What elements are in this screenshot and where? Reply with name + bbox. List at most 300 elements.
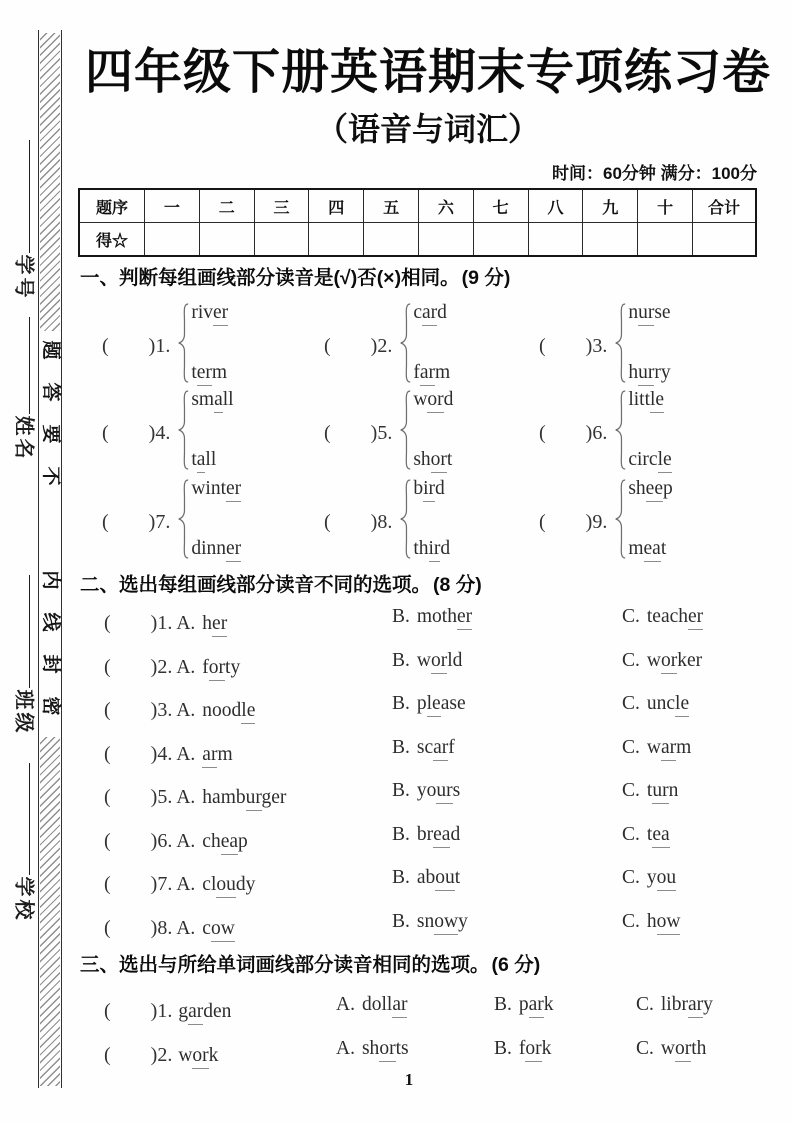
word-underlined-part: er — [226, 538, 241, 562]
word-pre: circ — [628, 449, 658, 470]
question-cell-b — [392, 606, 472, 628]
word-underlined-part: ou — [435, 867, 455, 891]
option — [176, 831, 248, 852]
word-underlined-part: ar — [433, 737, 448, 761]
word-post: ld — [447, 650, 463, 671]
word-post: k — [208, 1045, 219, 1066]
field-label-char: 学 — [12, 254, 37, 275]
question-cell-b — [392, 780, 460, 802]
word-pre: ch — [202, 831, 221, 852]
option-word — [202, 700, 255, 724]
word-pre: c — [202, 918, 211, 939]
word-pre: sn — [416, 911, 435, 932]
word-pre: t — [191, 362, 197, 383]
word-post: ry — [654, 362, 671, 383]
section-2-heading — [80, 569, 482, 597]
option — [622, 824, 670, 845]
question-row — [0, 994, 793, 1022]
question-cell-c — [622, 911, 680, 933]
word-underlined-part: ar — [529, 994, 544, 1018]
option-word — [417, 693, 466, 717]
seal-text-char: 封 — [40, 654, 61, 674]
question-cell-a — [104, 737, 233, 766]
word-pre: t — [191, 449, 197, 470]
field-label-char: 校 — [12, 899, 37, 920]
answer-blank: ( )2. — [324, 334, 393, 357]
option-word — [417, 606, 472, 630]
word-pre: h — [646, 911, 657, 932]
word-underlined-part: or — [431, 449, 447, 473]
word-post: m — [217, 744, 233, 765]
word-underlined-part: ow — [211, 918, 235, 942]
question-cell-b — [392, 911, 468, 933]
word-bottom — [413, 449, 453, 471]
word-underlined-part: ur — [246, 787, 262, 811]
word-pre: sh — [361, 1038, 380, 1059]
answer-blank: ( )8. — [324, 510, 393, 533]
seal-text-char: 密 — [40, 696, 61, 716]
score-table-header-cell: 五 — [364, 189, 419, 223]
question-cell-c — [622, 650, 702, 672]
option-word — [647, 693, 689, 717]
seal-text-char: 答 — [40, 382, 61, 402]
word-underlined-part: ur — [652, 780, 668, 804]
option-label: A. — [176, 918, 196, 939]
word-pre: libr — [660, 994, 688, 1015]
word-pre: unc — [646, 693, 676, 714]
question-cell-b — [494, 994, 554, 1016]
option — [392, 650, 463, 671]
brace-icon — [612, 390, 626, 470]
word-underlined-part: ea — [433, 824, 450, 848]
option — [622, 606, 704, 627]
phonics-pair-item — [102, 387, 234, 473]
page-title: 四年级下册英语期末专项练习卷 — [84, 46, 771, 99]
word-underlined-part: le — [675, 693, 689, 717]
answer-blank: ( )8. — [104, 917, 173, 939]
word-underlined-part: ea — [221, 831, 238, 855]
option — [176, 787, 287, 808]
score-empty-cell — [473, 223, 528, 257]
option-label: A. — [176, 874, 196, 895]
answer-blank: ( )4. — [102, 421, 171, 444]
score-table-header-cell: 九 — [583, 189, 638, 223]
seal-text-char: 不 — [40, 466, 61, 486]
word-underlined-part: ow — [434, 911, 458, 935]
option-label: A. — [176, 787, 196, 808]
option — [176, 744, 233, 765]
option — [176, 613, 228, 634]
question-row — [0, 911, 793, 939]
page-number: 1 — [404, 1070, 414, 1089]
word-underlined-part: or — [525, 1038, 541, 1062]
question-row — [0, 737, 793, 765]
word-underlined-part: ur — [638, 302, 654, 326]
word-underlined-part: ir — [429, 538, 441, 562]
option-word — [362, 994, 408, 1018]
option — [392, 824, 461, 845]
option-word — [647, 650, 702, 674]
word-underlined-part: ea — [652, 824, 669, 848]
word-underlined-part: er — [197, 362, 212, 386]
word-post: m — [676, 737, 692, 758]
option — [622, 780, 679, 801]
brace-icon — [612, 479, 626, 559]
question-cell-b — [392, 693, 466, 715]
word-pre: w — [646, 737, 661, 758]
word-underlined-part: or — [192, 1045, 208, 1069]
phonics-pair-item — [539, 476, 673, 562]
word-pre: th — [413, 538, 429, 559]
word-pre: t — [646, 824, 653, 845]
word-top — [628, 389, 671, 411]
word-pre: sh — [413, 449, 431, 470]
question-cell-a — [104, 780, 286, 809]
option — [392, 867, 461, 888]
option-word — [202, 613, 227, 637]
word-underlined-part: or — [209, 657, 225, 681]
field-label-char: 姓 — [12, 415, 37, 436]
brace-icon — [175, 303, 189, 383]
word-post: se — [654, 302, 671, 323]
option-word — [202, 657, 240, 681]
option-word — [647, 824, 670, 848]
word-pair — [191, 302, 228, 384]
word-underlined-part: er — [226, 478, 241, 502]
word-bottom — [413, 538, 450, 560]
answer-blank: ( )2. — [104, 1044, 173, 1066]
word-pre: y — [646, 867, 657, 888]
word-underlined-part: or — [379, 1038, 395, 1062]
option — [176, 874, 256, 895]
word-bottom — [413, 362, 450, 384]
word-top — [413, 478, 450, 500]
option-label: A. — [176, 657, 196, 678]
phonics-pair-item — [539, 300, 671, 386]
word-pre: h — [202, 613, 213, 634]
phonics-pair-item — [324, 476, 450, 562]
word-pre: wint — [191, 478, 226, 499]
score-table — [78, 188, 757, 257]
option — [336, 994, 408, 1015]
word-bottom — [191, 362, 228, 384]
word-pre: f — [202, 657, 209, 678]
option-label: C. — [622, 911, 640, 932]
question-cell-b — [392, 824, 460, 846]
option-word — [647, 780, 678, 804]
option-label: C. — [636, 1038, 654, 1059]
word-bottom — [191, 538, 241, 560]
option-label: A. — [176, 613, 196, 634]
brace-icon — [612, 303, 626, 383]
word-post: d — [443, 389, 454, 410]
answer-blank: ( )7. — [104, 873, 173, 895]
word-pre: riv — [191, 302, 213, 323]
word-underlined-part: ur — [436, 780, 452, 804]
option-label: B. — [392, 737, 410, 758]
field-label-char: 号 — [12, 277, 37, 298]
score-empty-cell — [364, 223, 419, 257]
word-underlined-part: a — [214, 389, 223, 413]
word-pair — [413, 478, 450, 560]
option-label: C. — [622, 867, 640, 888]
answer-blank: ( )3. — [539, 334, 608, 357]
word-underlined-part: er — [688, 606, 703, 630]
word-post: k — [541, 1038, 552, 1059]
section-2-heading-text: 二、选出每组画线部分读音不同的选项。 — [80, 574, 432, 596]
word-bottom — [628, 538, 672, 560]
word-post: p — [238, 831, 248, 852]
word-post: d — [435, 478, 445, 499]
section-1-heading — [80, 262, 510, 290]
option-label: B. — [494, 994, 512, 1015]
field-label-char: 班 — [12, 689, 37, 710]
section-1-heading-text: 一、判断每组画线部分读音是(√)否(×)相同。 — [80, 267, 460, 289]
option-label: C. — [622, 780, 640, 801]
word-pre: sh — [628, 478, 646, 499]
word-underlined-part: ea — [644, 538, 661, 562]
option-word — [202, 787, 286, 811]
option — [494, 1038, 552, 1059]
answer-blank: ( )2. — [104, 656, 173, 678]
word-post: ase — [440, 693, 466, 714]
score-empty-cell — [254, 223, 309, 257]
option-label: B. — [392, 780, 410, 801]
question-cell-a — [104, 693, 255, 722]
word-pre: h — [628, 362, 639, 383]
score-table-header-cell: 合计 — [693, 189, 757, 223]
option-word — [661, 994, 713, 1018]
answer-blank: ( )4. — [104, 743, 173, 765]
option — [392, 780, 461, 801]
answer-blank: ( )1. — [102, 334, 171, 357]
word-underlined-part: ir — [423, 478, 435, 502]
question-row — [0, 693, 793, 721]
question-row — [0, 1038, 793, 1066]
option-label: B. — [392, 693, 410, 714]
word-top — [628, 478, 672, 500]
question-cell-a — [104, 606, 227, 635]
word-underlined-part: le — [427, 693, 441, 717]
word-bottom — [628, 449, 671, 471]
question-cell-c — [636, 994, 713, 1016]
word-underlined-part: or — [661, 650, 677, 674]
word-pre: c — [413, 302, 422, 323]
word-post: y — [703, 994, 713, 1015]
hatch-pattern-top — [40, 33, 60, 331]
seal-text-char: 题 — [40, 340, 61, 360]
question-cell-c — [622, 867, 676, 889]
word-underlined-part: or — [427, 389, 443, 413]
word-pre: litt — [628, 389, 650, 410]
option-word — [202, 831, 247, 855]
word-underlined-part: ar — [688, 994, 703, 1018]
word-pre: f — [413, 362, 420, 383]
word-pre: doll — [361, 994, 393, 1015]
word-top — [191, 478, 241, 500]
answer-blank: ( )5. — [104, 786, 173, 808]
option-label: C. — [622, 824, 640, 845]
word-post: p — [662, 478, 673, 499]
option-word — [417, 824, 460, 848]
option-word — [417, 867, 460, 891]
word-pre: p — [518, 994, 529, 1015]
option-label: B. — [392, 867, 410, 888]
word-underlined-part: ow — [657, 911, 681, 935]
option-word — [417, 911, 468, 935]
given-word-cell — [104, 994, 231, 1023]
given-word — [178, 1045, 218, 1066]
word-pair — [191, 389, 233, 471]
word-underlined-part: ee — [646, 478, 663, 502]
answer-blank: ( )5. — [324, 421, 393, 444]
score-table-header-cell: 题序 — [79, 189, 145, 223]
question-cell-b — [494, 1038, 551, 1060]
word-post: s — [452, 780, 461, 801]
section-2-score: (8 分) — [433, 574, 482, 596]
option — [392, 911, 468, 932]
question-cell-c — [636, 1038, 706, 1060]
word-underlined-part: er — [213, 302, 228, 326]
option-label: A. — [336, 994, 355, 1015]
question-row — [0, 780, 793, 808]
word-post: m — [434, 362, 451, 383]
option-word — [647, 606, 703, 630]
word-pre: teach — [646, 606, 689, 627]
answer-blank: ( )7. — [102, 510, 171, 533]
word-top — [413, 302, 450, 324]
option — [622, 867, 677, 888]
word-pre: nood — [202, 700, 242, 721]
word-underlined-part: a — [197, 449, 206, 473]
option-label: A. — [176, 744, 196, 765]
page-subtitle: （语音与词汇） — [315, 111, 540, 147]
answer-blank: ( )1. — [104, 1000, 173, 1022]
option-label: A. — [176, 831, 196, 852]
question-cell-a — [104, 867, 255, 896]
option-label: C. — [622, 693, 640, 714]
question-cell-c — [622, 606, 703, 628]
seal-text-char: 要 — [40, 424, 61, 444]
word-post: ty — [225, 657, 241, 678]
word-top — [191, 389, 233, 411]
option-word — [661, 1038, 707, 1062]
field-label-char: 学 — [12, 876, 37, 897]
question-row — [0, 650, 793, 678]
word-pre: br — [416, 824, 434, 845]
score-label-cell: 得☆ — [79, 223, 145, 257]
answer-blank: ( )9. — [539, 510, 608, 533]
word-pre: w — [178, 1045, 193, 1066]
score-table-header-cell: 七 — [473, 189, 528, 223]
option-word — [417, 650, 463, 674]
score-table-header-cell: 二 — [199, 189, 254, 223]
word-pre: b — [413, 478, 424, 499]
question-cell-c — [622, 824, 670, 846]
option-label: B. — [392, 606, 410, 627]
word-top — [191, 302, 228, 324]
word-pre: n — [628, 302, 639, 323]
word-underlined-part: ou — [216, 874, 236, 898]
option-label: A. — [336, 1038, 355, 1059]
field-label-char: 级 — [12, 712, 37, 733]
option-word — [647, 867, 676, 891]
option-word — [519, 994, 554, 1018]
answer-blank: ( )3. — [104, 699, 173, 721]
word-post: m — [211, 362, 228, 383]
word-post: dy — [235, 874, 256, 895]
word-pre: yo — [416, 780, 437, 801]
option — [176, 918, 235, 939]
option-word — [202, 874, 255, 898]
write-in-line — [29, 317, 30, 414]
word-pre: ab — [416, 867, 436, 888]
question-row — [0, 824, 793, 852]
question-cell-a — [336, 994, 407, 1016]
option — [176, 657, 241, 678]
question-cell-b — [392, 737, 455, 759]
score-table-header-cell: 十 — [638, 189, 693, 223]
phonics-pair-item — [539, 387, 672, 473]
field-label — [11, 253, 37, 299]
write-in-line — [29, 140, 30, 253]
word-underlined-part: ur — [638, 362, 654, 386]
word-pair — [413, 389, 453, 471]
word-post: th — [691, 1038, 707, 1059]
word-post: t — [454, 867, 461, 888]
word-post: d — [440, 538, 451, 559]
section-3-score: (6 分) — [491, 954, 541, 976]
phonics-pair-item — [102, 300, 228, 386]
question-cell-c — [622, 737, 691, 759]
score-table-header-cell: 六 — [418, 189, 473, 223]
seal-text-char: 线 — [40, 612, 61, 632]
word-pre: t — [646, 780, 653, 801]
word-underlined-part: le — [658, 449, 672, 473]
option — [622, 737, 692, 758]
option-word — [647, 737, 691, 761]
word-underlined-part: ar — [661, 737, 676, 761]
option-label: B. — [494, 1038, 512, 1059]
word-pre: hamb — [202, 787, 246, 808]
word-pre: dinn — [191, 538, 226, 559]
word-top — [628, 302, 670, 324]
question-cell-c — [622, 780, 678, 802]
word-pre: w — [416, 650, 431, 671]
word-underlined-part: er — [212, 613, 227, 637]
brace-icon — [175, 390, 189, 470]
question-cell-a — [336, 1038, 409, 1060]
word-post: k — [543, 994, 554, 1015]
word-post: ker — [677, 650, 703, 671]
question-cell-a — [104, 824, 248, 853]
word-pre: p — [416, 693, 427, 714]
given-word — [178, 1001, 231, 1022]
word-pre: w — [413, 389, 428, 410]
option — [622, 693, 690, 714]
answer-blank: ( )1. — [104, 612, 173, 634]
phonics-pair-item — [102, 476, 241, 562]
word-underlined-part: ar — [202, 744, 217, 768]
option — [392, 737, 455, 758]
option — [636, 994, 713, 1015]
option-word — [519, 1038, 552, 1062]
word-underlined-part: ar — [420, 362, 435, 386]
phonics-pair-item — [324, 300, 450, 386]
word-bottom — [191, 449, 233, 471]
answer-blank: ( )6. — [539, 421, 608, 444]
score-empty-cell — [583, 223, 638, 257]
